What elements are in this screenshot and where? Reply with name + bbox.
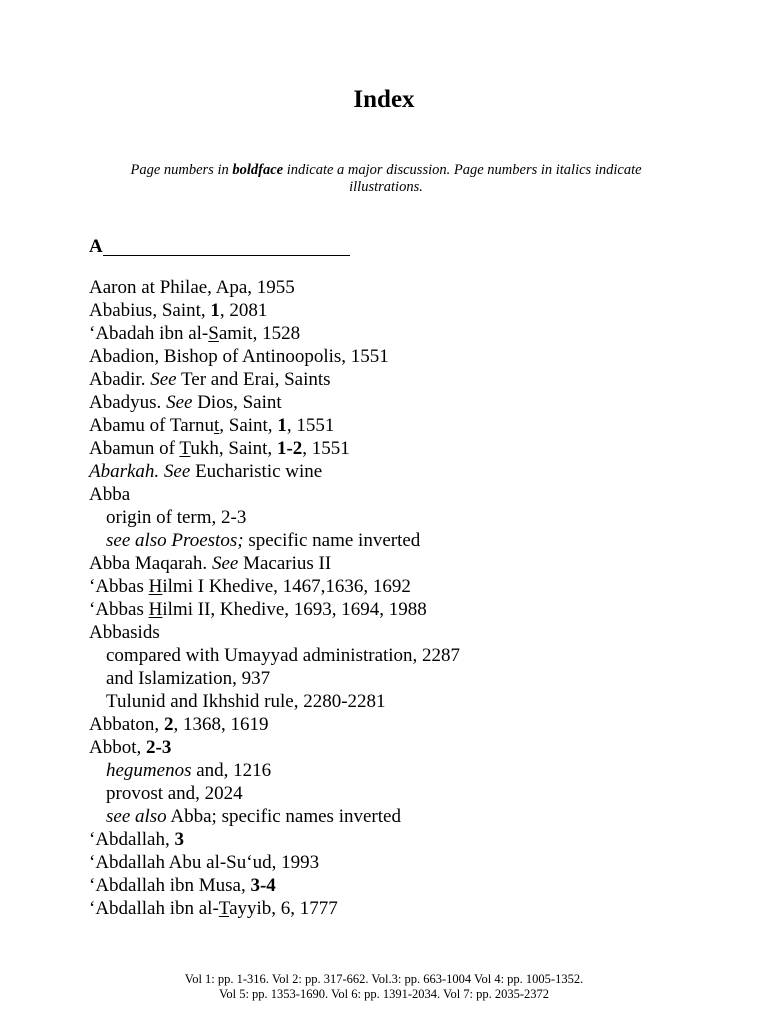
entry-segment: See (150, 369, 177, 390)
entry-segment: Macarius II (238, 553, 332, 574)
entry-segment: H (148, 599, 163, 620)
entry-segment: ayyib, 6, 1777 (229, 898, 338, 919)
entry-segment: Abadion, Bishop of Antinoopolis, 1551 (89, 346, 389, 367)
entry-segment: , 2081 (219, 300, 268, 321)
entry-segment: Abadyus. (89, 392, 167, 413)
entry-segment: See (166, 392, 193, 413)
index-entries (89, 276, 729, 920)
entry-segment: ‘Abdallah Abu al-Su‘ud, 1993 (89, 852, 320, 873)
entry-segment: Eucharistic wine (190, 461, 323, 482)
entry-segment: 2 (163, 714, 174, 735)
index-entry (89, 322, 729, 345)
entry-segment: ‘Abdallah, (89, 829, 175, 850)
index-subentry (89, 805, 729, 828)
index-entry (89, 736, 729, 759)
entry-segment: , 1551 (286, 415, 335, 436)
note-boldface-word: boldface (232, 162, 284, 178)
index-entry (89, 460, 729, 483)
note-text-end: indicate a major discussion. Page numbers in italics indicate illustrations. (283, 162, 642, 195)
entry-segment: Abamun of (89, 438, 180, 459)
entry-segment: 3-4 (250, 875, 276, 896)
entry-segment: T (179, 438, 191, 459)
index-subentry (89, 759, 729, 782)
entry-segment: origin of term, 2-3 (106, 507, 247, 528)
entry-segment: 3 (174, 829, 184, 850)
entry-segment: Ababius, Saint, (89, 300, 211, 321)
entry-segment: , 1368, 1619 (173, 714, 269, 735)
entry-segment: see also Proestos; (106, 530, 244, 551)
page-title: Index (353, 86, 415, 113)
index-entry (89, 552, 729, 575)
entry-segment: Aaron at Philae, Apa, 1955 (89, 277, 295, 298)
entry-segment: ukh, Saint, (190, 438, 277, 459)
section-letter: A (89, 236, 103, 257)
entry-segment: T (218, 898, 230, 919)
entry-segment: ilmi II, Khedive, 1693, 1694, 1988 (162, 599, 427, 620)
entry-segment: 1 (277, 415, 287, 436)
index-entry (89, 713, 729, 736)
entry-segment: , 1551 (302, 438, 350, 459)
entry-segment: and Islamization, 937 (106, 668, 271, 689)
entry-segment: Abba; specific names inverted (166, 806, 401, 827)
index-entry (89, 828, 729, 851)
entry-segment: and, 1216 (191, 760, 272, 781)
entry-segment: see also (106, 806, 167, 827)
entry-segment: specific name inverted (243, 530, 421, 551)
entry-segment: Abbaton, (89, 714, 164, 735)
entry-segment: ‘Abbas (89, 576, 149, 597)
entry-segment: ‘Abbas (89, 599, 149, 620)
entry-segment: , Saint, (219, 415, 278, 436)
entry-segment: ‘Abadah ibn al- (89, 323, 209, 344)
footer-line-1: Vol 1: pp. 1-316. Vol 2: pp. 317-662. Vol.3: pp. 663-1004 Vol 4: pp. 1005-1352. (184, 972, 584, 986)
entry-segment: Dios, Saint (192, 392, 282, 413)
entry-segment: 2-3 (146, 737, 172, 758)
entry-segment: Abba Maqarah. (89, 553, 212, 574)
index-entry (89, 276, 729, 299)
entry-segment: ilmi I Khedive, 1467,1636, 1692 (162, 576, 411, 597)
index-note (96, 162, 676, 196)
entry-segment: 1-2 (276, 438, 303, 459)
entry-segment: Abamu of Tarnu (89, 415, 214, 436)
index-subentry (89, 667, 729, 690)
index-subentry (89, 782, 729, 805)
note-text-start: Page numbers in (130, 162, 233, 178)
entry-segment: Abadir. (89, 369, 151, 390)
index-entry (89, 299, 729, 322)
entry-segment: H (148, 576, 163, 597)
index-entry (89, 598, 729, 621)
index-entry (89, 483, 729, 506)
entry-segment: hegumenos (106, 760, 192, 781)
entry-segment: ‘Abdallah ibn al- (89, 898, 219, 919)
index-entry (89, 437, 729, 460)
entry-segment: ‘Abdallah ibn Musa, (89, 875, 251, 896)
index-entry (89, 368, 729, 391)
entry-segment: Abarkah. See (89, 461, 191, 482)
index-entry (89, 897, 729, 920)
entry-segment: compared with Umayyad administration, 2287 (106, 645, 461, 666)
index-subentry (89, 644, 729, 667)
index-entry (89, 414, 729, 437)
entry-segment: Abbot, (89, 737, 146, 758)
index-entry (89, 874, 729, 897)
entry-segment: Tulunid and Ikhshid rule, 2280-2281 (106, 691, 386, 712)
entry-segment: provost and, 2024 (106, 783, 243, 804)
index-entry (89, 345, 729, 368)
section-rule (103, 255, 350, 256)
entry-segment: S (208, 323, 219, 344)
volume-footer (0, 972, 768, 1002)
index-entry (89, 391, 729, 414)
entry-segment: 1 (210, 300, 220, 321)
entry-segment: Ter and Erai, Saints (176, 369, 331, 390)
index-entry (89, 851, 729, 874)
entry-segment: See (211, 553, 239, 574)
index-subentry (89, 690, 729, 713)
index-subentry (89, 529, 729, 552)
entry-segment: Abba (89, 484, 131, 505)
index-entry (89, 621, 729, 644)
footer-line-2: Vol 5: pp. 1353-1690. Vol 6: pp. 1391-2034. Vol 7: pp. 2035-2372 (218, 987, 550, 1001)
index-entry (89, 575, 729, 598)
entry-segment: t (213, 415, 220, 436)
entry-segment: Abbasids (89, 622, 160, 643)
entry-segment: amit, 1528 (218, 323, 301, 344)
index-subentry (89, 506, 729, 529)
